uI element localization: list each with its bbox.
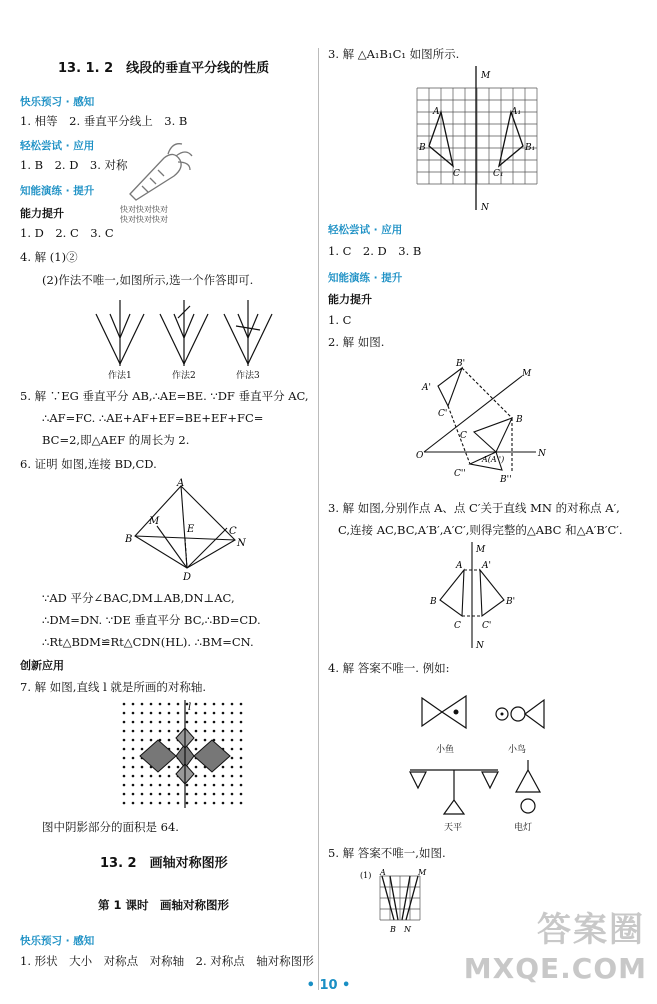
q3-pt-A: A [433, 107, 440, 117]
stamp-text-2: 快对快对快对 [120, 215, 168, 224]
q2-pt-B: B [516, 415, 523, 425]
q3-line: 3. 解 △A₁B₁C₁ 如图所示. [328, 47, 460, 61]
q6-pt-C: C [229, 526, 237, 537]
ability-heading: 能力提升 [20, 207, 64, 220]
q3-pt-A1: A₁ [511, 107, 522, 117]
q6-pt-E: E [187, 524, 195, 535]
q6-line-3: ∴DM=DN. ∵DE 垂直平分 BC,∴BD=CD. [42, 613, 261, 627]
fish-caption: 小鱼 [436, 745, 455, 755]
section-2-title: 13. 2 画轴对称图形 [100, 856, 228, 871]
q2-pt-A-App: A(A'') [482, 455, 505, 464]
q7-axis-label: l [188, 702, 192, 713]
practice-heading: 知能演练 · 提升 [20, 185, 95, 197]
preview-2-heading: 快乐预习 · 感知 [20, 935, 95, 947]
q3-pt-N: N [481, 203, 489, 213]
q2-pt-Bpp: B'' [500, 475, 512, 485]
page-number: • 10 • [306, 978, 351, 993]
q3b-figure [426, 540, 536, 650]
q5-line-right: 5. 解 答案不唯一,如图. [328, 846, 446, 860]
stamp-text-1: 快对快对快对 [120, 205, 168, 214]
lesson-title: 第 1 课时 画轴对称图形 [98, 898, 230, 912]
q7-line-1: 7. 解 如图,直线 l 就是所画的对称轴. [20, 680, 207, 694]
q3-pt-C1: C₁ [493, 169, 504, 179]
preview-heading: 快乐预习 · 感知 [20, 96, 95, 108]
watermark-logo: 答案圈 [537, 910, 645, 950]
q4-caption-1: 作法1 [108, 371, 132, 381]
q6-line-4: ∴Rt△BDM≌Rt△CDN(HL). ∴BM=CN. [42, 635, 254, 649]
q4-caption-2: 作法2 [172, 371, 196, 381]
q6-pt-D: D [183, 572, 192, 583]
practice-heading-right: 知能演练 · 提升 [328, 272, 403, 284]
ability-answers: 1. D 2. C 3. C [20, 226, 114, 240]
q6-figure [125, 476, 255, 586]
q5-grid-figure [360, 866, 440, 936]
q6-pt-M: M [149, 516, 160, 527]
q2-pt-Ap: A' [422, 383, 431, 393]
try-heading: 轻松尝试 · 应用 [20, 140, 95, 152]
lamp-icon [508, 758, 548, 818]
q5-pt-A: A [380, 868, 386, 877]
q3b-pt-Cp: C' [482, 621, 492, 631]
preview-2-answers: 1. 形状 大小 对称点 对称轴 2. 对称点 轴对称图形 [20, 954, 314, 968]
q4-line-2: (2)作法不唯一,如图所示,选一个作答即可. [42, 273, 254, 287]
q3b-pt-B: B [430, 597, 437, 607]
q3b-pt-M: M [476, 545, 486, 555]
q3-pt-B: B [419, 143, 426, 153]
watermark-url: MXQE.COM [463, 952, 647, 985]
q3b-pt-C: C [454, 621, 461, 631]
q5-pt-M: M [418, 868, 427, 877]
q2-figure [416, 356, 556, 486]
q5-line-3: BC=2,即△AEF 的周长为 2. [42, 433, 190, 447]
q3b-line-2: C,连接 AC,BC,A′B′,A′C′,则得完整的△ABC 和△A′B′C′. [338, 523, 623, 537]
q7-dot-grid-figure [120, 700, 250, 810]
q5-pt-B: B [390, 925, 396, 934]
try-answers: 1. B 2. D 3. 对称 [20, 158, 128, 172]
q2-pt-M: M [522, 369, 532, 379]
q2-pt-C: C [460, 431, 467, 441]
column-divider [318, 48, 319, 990]
q2-line: 2. 解 如图. [328, 335, 385, 349]
q2-pt-O: O [416, 451, 424, 461]
q2-pt-Cpp: C'' [454, 469, 466, 479]
lamp-caption: 电灯 [514, 823, 533, 833]
q3-grid-figure [413, 64, 563, 214]
q5-line-2: ∴AF=FC. ∴AE+AF+EF=BE+EF+FC= [42, 411, 264, 425]
q4-line-right: 4. 解 答案不唯一. 例如: [328, 661, 450, 675]
innovation-heading: 创新应用 [20, 659, 64, 672]
q5-line-1: 5. 解 ∵EG 垂直平分 AB,∴AE=BE. ∵DF 垂直平分 AC, [20, 389, 309, 403]
q4-line-1: 4. 解 (1)② [20, 250, 78, 264]
bird-caption: 小鸟 [508, 745, 527, 755]
try-answers-right: 1. C 2. D 3. B [328, 244, 422, 258]
q5-pt-N: N [404, 925, 411, 934]
bird-icon [490, 692, 550, 738]
q5-label-1: (1) [360, 871, 372, 880]
q3b-pt-A: A [456, 561, 463, 571]
q2-pt-Cp: C' [438, 409, 448, 419]
q6-pt-N: N [237, 538, 246, 549]
q6-pt-B: B [125, 534, 133, 545]
q3b-pt-Bp: B' [506, 597, 516, 607]
q7-line-2: 图中阴影部分的面积是 64. [42, 820, 179, 834]
q6-line-2: ∵AD 平分∠BAC,DM⊥AB,DN⊥AC, [42, 591, 235, 605]
balance-scale-icon [404, 758, 504, 818]
q3-pt-M: M [481, 71, 491, 81]
q6-line-1: 6. 证明 如图,连接 BD,CD. [20, 457, 157, 471]
fish-icon [416, 690, 476, 740]
q2-pt-Bp: B' [456, 359, 466, 369]
ability-answers-right: 1. C [328, 313, 352, 327]
ability-heading-right: 能力提升 [328, 293, 372, 306]
q4-caption-3: 作法3 [236, 371, 260, 381]
scale-caption: 天平 [444, 823, 463, 833]
q3b-line-1: 3. 解 如图,分别作点 A、点 C′关于直线 MN 的对称点 A′, [328, 501, 620, 515]
q3-pt-C: C [453, 169, 460, 179]
try-heading-right: 轻松尝试 · 应用 [328, 224, 403, 236]
q2-pt-N: N [538, 449, 546, 459]
preview-answers: 1. 相等 2. 垂直平分线上 3. B [20, 114, 188, 128]
q6-pt-A: A [177, 478, 185, 489]
q3-pt-B1: B₁ [525, 143, 536, 153]
q4-figures [90, 292, 290, 372]
q3b-pt-Ap: A' [482, 561, 491, 571]
section-title: 13. 1. 2 线段的垂直平分线的性质 [58, 61, 270, 76]
q3b-pt-N: N [476, 641, 484, 650]
